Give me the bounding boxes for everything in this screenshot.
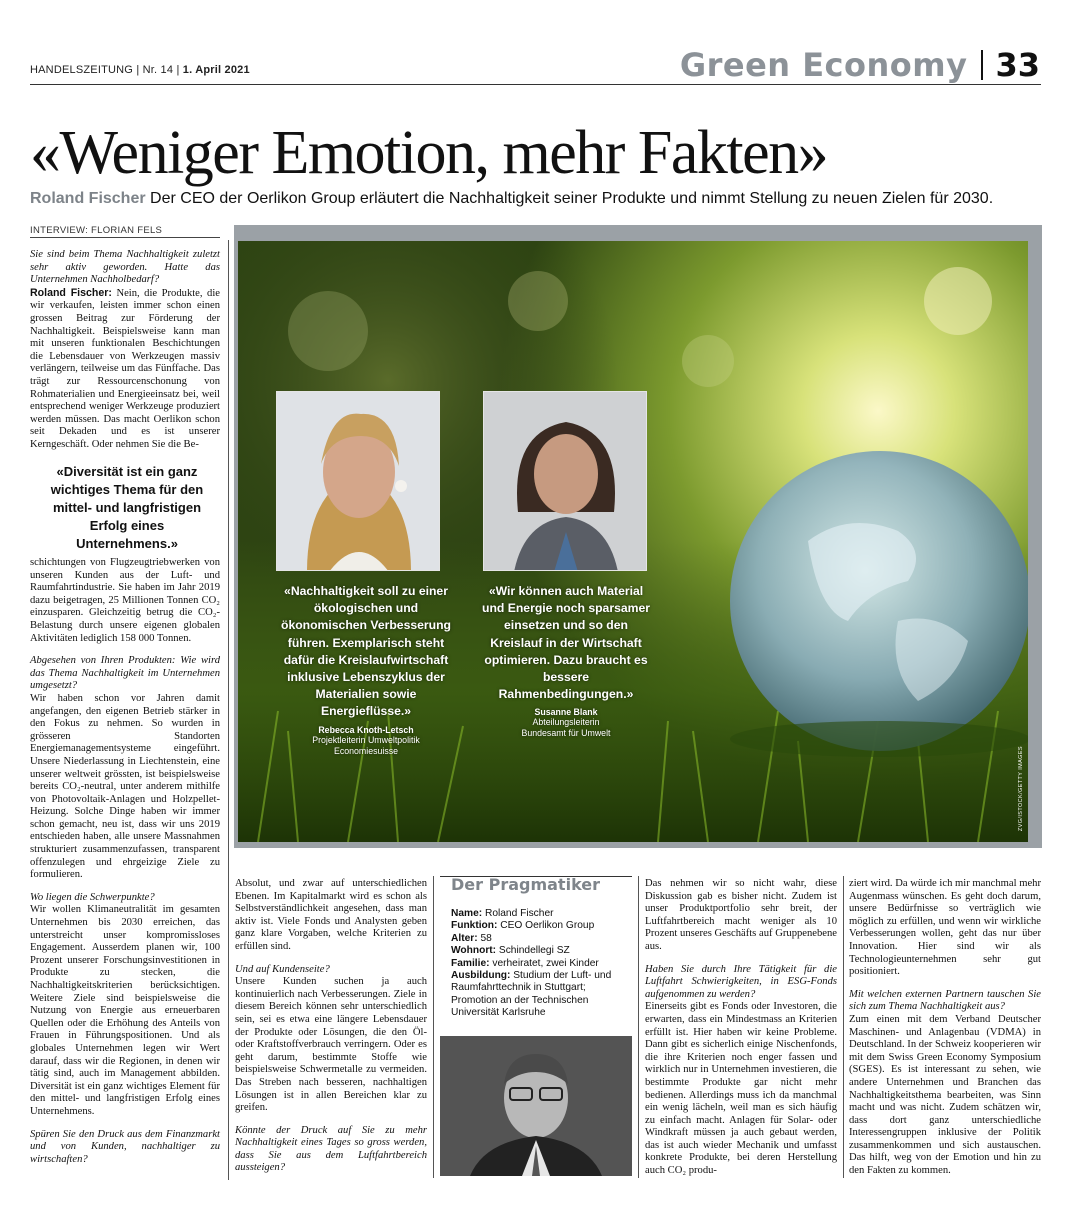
portrait-susanne-blank — [483, 391, 647, 571]
column-rule — [843, 876, 844, 1178]
pull-quote: «Diversität ist ein ganz wichtiges Thema für den mittel- und langfristigen Erfolg eines Unternehmens.» — [50, 464, 204, 551]
question-8: Mit welchen externen Partnern tauschen Sie sich zum Thema Nachhaltigkeit aus? — [849, 988, 1041, 1013]
portrait-illustration — [440, 1036, 632, 1176]
answer-7: Einerseits gibt es Fonds oder Investoren, die erwarten, dass ein Mindestmass an Kriterien erfüllt ist. Hier haben wir keine Probleme. Dann gibt es sicherlich einige Nischenfonds, die ihre Kriterien noch enger fassen und wirklich nur in Unternehmen investieren, die bestimmte Produkte gar nicht mehr bedienen. Allerdings muss ich da manchmal ein wenig lächeln, weil man es sich häufig zu einfach macht. Anlagen für Solar- oder Windkraft müssen ja auch gebaut werden, das ist auch wieder Mechanik und umfasst konkrete Produkte, bei deren Herstellung auch CO₂ produ- — [645, 1001, 837, 1177]
profile-box-title: Der Pragmatiker — [451, 875, 601, 894]
issue-date: 1. April 2021 — [182, 64, 250, 76]
section-header — [680, 44, 1040, 84]
answer-6: Das nehmen wir so nicht wahr, diese Diskussion gab es bisher nicht. Zudem ist unser Produktportfolio sehr breit, der Luftfahrtbereich macht weniger als 10 Prozent unseres Geschäfts auf Gruppenebene aus. — [645, 878, 837, 952]
column-1-top — [30, 249, 220, 452]
answer-2: Wir haben schon vor Jahren damit angefangen, den eigenen Betrieb stärker in den Fokus zu nehmen. So wurden in grösseren Standorten Energiemanagementsysteme eingeführt. Unsere Niederlassung in Liechtenstein, eine unserer weltweit grössten, ist beispielsweise bereits CO₂-neutral, unter anderem mithilfe von Photovoltaik-Anlagen und Holzpellet-Heizung. Solche Dinge haben wir immer schon gemacht, neu ist, dass wir uns 2019 entschieden haben, alle unsere Massnahmen strukturiert zusammenzufassen, transparent offenzulegen und ehrgeizige Ziele zu formulieren. — [30, 692, 220, 881]
publication-name: HANDELSZEITUNG — [30, 64, 134, 76]
portrait-illustration — [484, 392, 647, 571]
article-headline: «Weniger Emotion, mehr Fakten» — [30, 119, 828, 187]
question-5: Und auf Kundenseite? — [235, 963, 330, 975]
quote-author: Rebecca Knoth-Letsch — [318, 724, 414, 735]
question-2: Abgesehen von Ihren Produkten: Wie wird das Thema Nachhaltigkeit im Unternehmen umgesetzt? — [30, 655, 220, 692]
column-rule — [228, 240, 229, 1180]
page-number: 33 — [995, 46, 1040, 84]
quote-author-role: Abteilungsleiterin — [532, 717, 600, 728]
profile-row: Alter: 58 — [451, 932, 492, 944]
column-rule — [638, 876, 639, 1178]
question-7: Haben Sie durch Ihre Tätigkeit für die Luftfahrt Schwierigkeiten, in ESG-Fonds aufgenommen zu werden? — [645, 963, 837, 1000]
question-4: Spüren Sie den Druck aus dem Finanzmarkt und von Kunden, nachhaltiger zu wirtschaften? — [30, 1128, 220, 1165]
column-4 — [645, 878, 837, 1178]
globe-grass-photo — [238, 241, 1028, 842]
byline: INTERVIEW: FLORIAN FELS — [30, 225, 163, 236]
profile-row: Wohnort: Schindellegi SZ — [451, 945, 570, 957]
photo-credit: ZVG/ISTOCK/GETTY IMAGES — [1018, 746, 1024, 832]
portrait-rebecca-knoth-letsch — [276, 391, 440, 571]
quote-rebecca — [276, 583, 456, 757]
answer-7-continued: ziert wird. Da würde ich mir manchmal mehr Augenmass wünschen. Es geht doch darum, unsere Bedürfnisse so verträglich wie möglich zu erfüllen, und wenn wir wirkliche Verbesserungen wollen, geht das nur über Innovation. Hier sind wir als Technologieunternehmen sehr gut positioniert. — [849, 878, 1041, 978]
section-divider — [981, 50, 983, 80]
quote-author-org: Bundesamt für Umwelt — [521, 728, 611, 739]
answer-3: Wir wollen Klimaneutralität im gesamten Unternehmen bis 2030 erreichen, das unterstreicht unser kompromissloses Engagement. Ausserdem planen wir, 100 Prozent unserer Forschungsinvestitionen in Produkte zu stecken, die Nachhaltigkeitskriterien berücksichtigen. Weitere Ziele sind beispielsweise die Nutzung von Energie aus erneuerbaren Quellen oder die Erhöhung des Anteils von Frauen in Führungspositionen. Und als globales Unternehmen legen wir Wert darauf, dass wir die Regionen, in denen wir tätig sind, auch im Management abbilden. Diversität ist ein ganz wichtiges Element für den mittel- und langfristigen Erfolg eines Unternehmens. — [30, 904, 220, 1117]
quote-susanne — [481, 583, 651, 739]
masthead-publication-line: HANDELSZEITUNG | Nr. 14 | 1. April 2021 — [30, 64, 250, 76]
answer-1-continued: schichtungen von Flugzeugtriebwerken von unseren Kunden aus der Luft- und Raumfahrtindustrie. Sie haben im Jahr 2019 dazu beigetragen, 25 Millionen Tonnen CO₂ einzusparen. Gleichzeitig betrug die CO₂-Belastung durch unsere eigenen globalen Aktivitäten lediglich 158 000 Tonnen. — [30, 557, 220, 644]
answer-speaker: Roland Fischer: — [30, 286, 112, 299]
masthead-rule — [30, 84, 1041, 85]
profile-row: Ausbildung: Studium der Luft- und Raumfahrttechnik in Stuttgart; Promotion an der Technischen Universität Karlsruhe — [451, 970, 612, 1019]
question-3: Wo liegen die Schwerpunkte? — [30, 891, 155, 903]
issue-number: Nr. 14 — [142, 64, 174, 76]
deck-name: Roland Fischer — [30, 190, 146, 207]
answer-8: Zum einen mit dem Verband Deutscher Maschinen- und Anlagenbau (VDMA) in Deutschland. In der Schweiz kooperieren wir mit dem Swiss Green Economy Symposium (SGES). Es ist interessant zu sehen, wie andere Unternehmen und Branchen das Nachhaltigkeitsthema bearbeiten, was Sinn macht und was nicht. Zudem schätzen wir, dass dort ganz unterschiedliche Interessengruppen inklusive der Politik zusammenkommen und sich austauschen. Das hilft, weg von der Emotion und hin zu den Fakten zu kommen. — [849, 1013, 1041, 1177]
portrait-illustration — [277, 392, 440, 571]
answer-5: Unsere Kunden suchen ja auch kontinuierlich nach Verbesserungen. Ziele in diesem Bereich können sehr unterschiedlich sein, sei es etwa eine längere Lebensdauer der Produkte oder Lösungen, die den Öl- oder Kraftstoffverbrauch verringern. Oder es geht darum, bestimmte Stoffe wie beispielsweise Schwermetalle zu vermeiden. Das Streben nach besseren, nachhaltigen Lösungen ist in allen Bereichen klar zu greifen. — [235, 976, 427, 1114]
article-deck — [30, 190, 993, 208]
answer-4: Absolut, und zwar auf unterschiedlichen Ebenen. Im Kapitalmarkt wird es schon als Selbstverständlichkeit angesehen, dass man aktiv ist. Viele Fonds und Analysten geben ganz klare Vorgaben, welche Kriterien zu erfüllen sind. — [235, 878, 427, 952]
byline-rule — [30, 237, 220, 238]
question-1: Sie sind beim Thema Nachhaltigkeit zuletzt sehr aktiv geworden. Hatte das Unternehmen Nachholbedarf? — [30, 249, 220, 286]
answer-1: Roland Fischer: Nein, die Produkte, die wir verkaufen, leisten immer schon einen grossen Beitrag zur Förderung der Nachhaltigkeit. Beispielsweise kann man mit unseren funktionalen Beschichtungen die Lebensdauer von Werkzeugen massiv verlängern, teilweise um das Fünffache. Das trägt zur Ressourcenschonung von Rohmaterialien und Energieeinsatz bei, weil entsprechend weniger Werkzeuge produziert werden müssen. Das macht Oerlikon schon seit Dekaden und es ist unserer Kerngeschäft. Oder nehmen Sie die Be- — [30, 286, 220, 450]
profile-row: Funktion: CEO Oerlikon Group — [451, 920, 595, 932]
quote-author-role: Projektleiterin Umweltpolitik — [312, 734, 420, 745]
profile-row: Name: Roland Fischer — [451, 908, 554, 919]
quote-text: «Wir können auch Material und Energie noch sparsamer einsetzen und so den Kreislauf in der Wirtschaft optimieren. Dazu braucht es bessere Rahmenbedingungen.» — [482, 584, 650, 702]
profile-row: Familie: verheiratet, zwei Kinder — [451, 957, 599, 969]
deck-text: Der CEO der Oerlikon Group erläutert die Nachhaltigkeit seiner Produkte und nimmt Stellung zu neuen Zielen für 2030. — [150, 190, 994, 207]
quote-author-org: Economiesuisse — [333, 745, 399, 756]
quote-author: Susanne Blank — [534, 707, 598, 718]
column-2 — [235, 878, 427, 1175]
question-6: Könnte der Druck auf Sie zu mehr Nachhaltigkeit eines Tages so gross werden, dass Sie aus dem Luftfahrtbereich aussteigen? — [235, 1124, 427, 1174]
portrait-roland-fischer — [440, 1036, 632, 1176]
section-name: Green Economy — [679, 46, 968, 84]
quote-text: «Nachhaltigkeit soll zu einer ökologischen und ökonomischen Verbesserung führen. Exemplarisch steht dafür die Kreislaufwirtschaft inklusive Lebenszyklus der Materialien sowie Energieflüsse.» — [281, 584, 451, 719]
column-5 — [849, 878, 1041, 1178]
profile-box — [440, 868, 632, 1020]
profile-details — [451, 908, 632, 1020]
column-rule — [433, 876, 434, 1178]
column-1-bottom — [30, 557, 220, 1166]
